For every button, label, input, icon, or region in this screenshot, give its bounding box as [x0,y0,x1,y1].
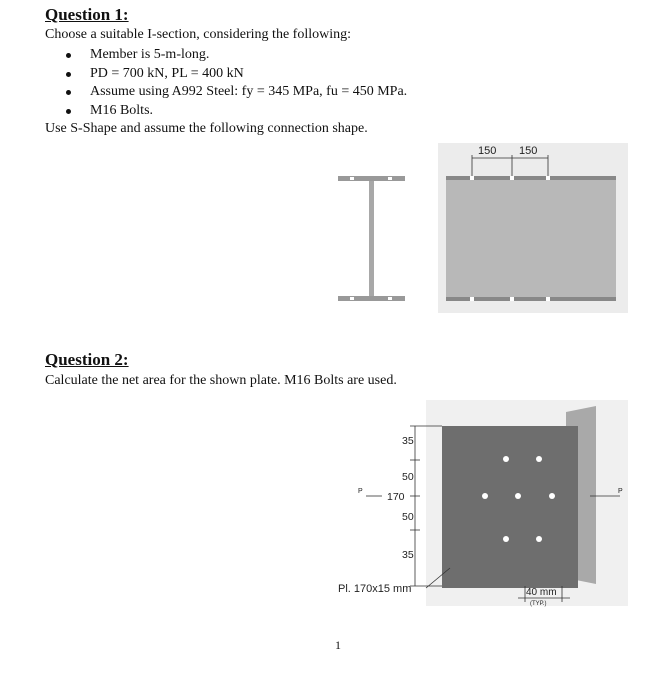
bolt-pitch-note: (TYP.) [530,601,547,607]
bullet-loads: PD = 700 kN, PL = 400 kN [62,66,407,85]
bullet-steel: Assume using A992 Steel: fy = 345 MPa, fu = 450 MPa. [62,84,407,103]
dimension-170: 170 [387,491,405,503]
load-p-right-label: P [618,488,623,495]
bullet-member-length: Member is 5-m-long. [62,47,407,66]
question-2-intro: Calculate the net area for the shown plate. M16 Bolts are used. [45,373,397,388]
bolt-pitch-label: 40 mm [526,587,557,598]
dimension-35-top: 35 [402,435,414,447]
spacing-left-label: 150 [478,145,497,157]
question-1-bullet-list [62,47,407,121]
spacing-right-label: 150 [519,145,538,157]
gusset-plate-drawing [426,400,628,606]
connection-figure [330,140,630,315]
page-number: 1 [335,638,341,652]
question-1-heading: Question 1: [45,5,129,24]
question-2-heading: Question 2: [45,350,129,369]
dimension-50-lower: 50 [402,511,414,523]
question-1-closing: Use S-Shape and assume the following connection shape. [45,121,368,136]
connection-plate-drawing [438,143,628,313]
i-section-drawing [338,176,405,301]
bullet-bolts: M16 Bolts. [62,103,407,122]
load-p-left-label: P [358,488,363,495]
plate-size-label: Pl. 170x15 mm [338,583,412,595]
dimension-35-bottom: 35 [402,549,414,561]
dimension-50-upper: 50 [402,471,414,483]
bolted-plate-figure [330,398,630,610]
question-1-intro: Choose a suitable I-section, considering the following: [45,27,351,42]
